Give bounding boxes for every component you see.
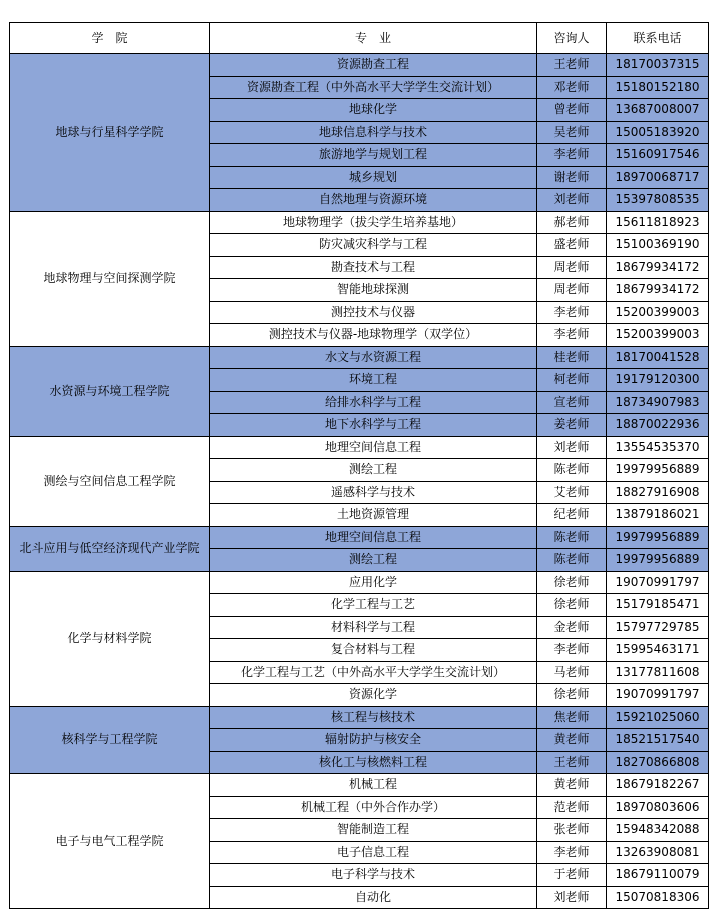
header-phone: 联系电话	[607, 23, 709, 54]
contact-person-cell: 艾老师	[537, 481, 607, 504]
college-cell: 北斗应用与低空经济现代产业学院	[10, 526, 210, 571]
phone-cell: 13879186021	[607, 504, 709, 527]
contact-person-cell: 吴老师	[537, 121, 607, 144]
phone-cell: 18521517540	[607, 729, 709, 752]
contact-person-cell: 盛老师	[537, 234, 607, 257]
phone-cell: 18679934172	[607, 256, 709, 279]
table-row	[10, 706, 709, 729]
contact-person-cell: 王老师	[537, 54, 607, 77]
contact-person-cell: 周老师	[537, 279, 607, 302]
phone-cell: 18734907983	[607, 391, 709, 414]
contact-person-cell: 徐老师	[537, 594, 607, 617]
contact-person-cell: 徐老师	[537, 571, 607, 594]
contact-person-cell: 周老师	[537, 256, 607, 279]
phone-cell: 18970068717	[607, 166, 709, 189]
phone-cell: 15921025060	[607, 706, 709, 729]
contact-person-cell: 姜老师	[537, 414, 607, 437]
major-cell: 化学工程与工艺	[210, 594, 537, 617]
college-cell: 地球物理与空间探测学院	[10, 211, 210, 346]
contact-person-cell: 陈老师	[537, 549, 607, 572]
college-cell: 地球与行星科学学院	[10, 54, 210, 212]
contact-person-cell: 刘老师	[537, 886, 607, 909]
contact-person-cell: 李老师	[537, 144, 607, 167]
phone-cell: 15200399003	[607, 324, 709, 347]
major-cell: 辐射防护与核安全	[210, 729, 537, 752]
contact-person-cell: 马老师	[537, 661, 607, 684]
college-cell: 核科学与工程学院	[10, 706, 210, 774]
contact-person-cell: 邓老师	[537, 76, 607, 99]
phone-cell: 19070991797	[607, 571, 709, 594]
header-major: 专 业	[210, 23, 537, 54]
phone-cell: 13263908081	[607, 841, 709, 864]
college-cell: 电子与电气工程学院	[10, 774, 210, 909]
major-cell: 遥感科学与技术	[210, 481, 537, 504]
contact-person-cell: 王老师	[537, 751, 607, 774]
college-cell: 化学与材料学院	[10, 571, 210, 706]
major-cell: 智能制造工程	[210, 819, 537, 842]
contact-person-cell: 陈老师	[537, 459, 607, 482]
contact-person-cell: 金老师	[537, 616, 607, 639]
phone-cell: 15005183920	[607, 121, 709, 144]
major-cell: 复合材料与工程	[210, 639, 537, 662]
contact-person-cell: 桂老师	[537, 346, 607, 369]
major-cell: 机械工程（中外合作办学）	[210, 796, 537, 819]
phone-cell: 19979956889	[607, 526, 709, 549]
major-cell: 地理空间信息工程	[210, 526, 537, 549]
contact-person-cell: 陈老师	[537, 526, 607, 549]
major-cell: 自然地理与资源环境	[210, 189, 537, 212]
contact-person-cell: 徐老师	[537, 684, 607, 707]
phone-cell: 15180152180	[607, 76, 709, 99]
phone-cell: 19979956889	[607, 549, 709, 572]
phone-cell: 18170037315	[607, 54, 709, 77]
table-row	[10, 346, 709, 369]
phone-cell: 15160917546	[607, 144, 709, 167]
table-header	[10, 23, 709, 54]
contact-person-cell: 宣老师	[537, 391, 607, 414]
major-cell: 核工程与核技术	[210, 706, 537, 729]
major-cell: 旅游地学与规划工程	[210, 144, 537, 167]
contact-person-cell: 黄老师	[537, 774, 607, 797]
contact-person-cell: 李老师	[537, 639, 607, 662]
phone-cell: 19179120300	[607, 369, 709, 392]
table-body	[10, 54, 709, 909]
phone-cell: 15797729785	[607, 616, 709, 639]
major-cell: 资源化学	[210, 684, 537, 707]
major-cell: 防灾减灾科学与工程	[210, 234, 537, 257]
phone-cell: 18270866808	[607, 751, 709, 774]
contact-person-cell: 焦老师	[537, 706, 607, 729]
phone-cell: 18170041528	[607, 346, 709, 369]
major-cell: 应用化学	[210, 571, 537, 594]
contact-person-cell: 刘老师	[537, 189, 607, 212]
contact-person-cell: 黄老师	[537, 729, 607, 752]
table-row	[10, 774, 709, 797]
contact-person-cell: 郝老师	[537, 211, 607, 234]
phone-cell: 15179185471	[607, 594, 709, 617]
phone-cell: 13177811608	[607, 661, 709, 684]
major-cell: 资源勘查工程	[210, 54, 537, 77]
major-cell: 自动化	[210, 886, 537, 909]
phone-cell: 15070818306	[607, 886, 709, 909]
college-cell: 测绘与空间信息工程学院	[10, 436, 210, 526]
major-cell: 智能地球探测	[210, 279, 537, 302]
contact-person-cell: 曾老师	[537, 99, 607, 122]
major-cell: 勘查技术与工程	[210, 256, 537, 279]
contact-person-cell: 于老师	[537, 864, 607, 887]
major-cell: 地理空间信息工程	[210, 436, 537, 459]
phone-cell: 18870022936	[607, 414, 709, 437]
phone-cell: 18970803606	[607, 796, 709, 819]
phone-cell: 13687008007	[607, 99, 709, 122]
major-cell: 水文与水资源工程	[210, 346, 537, 369]
table-row	[10, 211, 709, 234]
phone-cell: 13554535370	[607, 436, 709, 459]
major-cell: 环境工程	[210, 369, 537, 392]
major-cell: 土地资源管理	[210, 504, 537, 527]
major-cell: 城乡规划	[210, 166, 537, 189]
phone-cell: 19979956889	[607, 459, 709, 482]
contact-person-cell: 纪老师	[537, 504, 607, 527]
major-cell: 电子科学与技术	[210, 864, 537, 887]
major-cell: 化学工程与工艺（中外高水平大学学生交流计划）	[210, 661, 537, 684]
phone-cell: 18679934172	[607, 279, 709, 302]
major-cell: 测控技术与仪器	[210, 301, 537, 324]
phone-cell: 15100369190	[607, 234, 709, 257]
major-cell: 资源勘查工程（中外高水平大学学生交流计划）	[210, 76, 537, 99]
phone-cell: 15397808535	[607, 189, 709, 212]
major-cell: 地球化学	[210, 99, 537, 122]
contact-person-cell: 李老师	[537, 324, 607, 347]
major-cell: 测绘工程	[210, 459, 537, 482]
contact-person-cell: 张老师	[537, 819, 607, 842]
contact-table	[9, 22, 709, 909]
major-cell: 地球物理学（拔尖学生培养基地）	[210, 211, 537, 234]
phone-cell: 15995463171	[607, 639, 709, 662]
major-cell: 材料科学与工程	[210, 616, 537, 639]
contact-person-cell: 谢老师	[537, 166, 607, 189]
table-row	[10, 54, 709, 77]
contact-person-cell: 李老师	[537, 841, 607, 864]
major-cell: 地下水科学与工程	[210, 414, 537, 437]
contact-table-wrapper	[9, 22, 709, 909]
contact-person-cell: 柯老师	[537, 369, 607, 392]
header-college: 学 院	[10, 23, 210, 54]
header-contact: 咨询人	[537, 23, 607, 54]
phone-cell: 18827916908	[607, 481, 709, 504]
major-cell: 地球信息科学与技术	[210, 121, 537, 144]
phone-cell: 15611818923	[607, 211, 709, 234]
phone-cell: 15948342088	[607, 819, 709, 842]
major-cell: 测控技术与仪器-地球物理学（双学位）	[210, 324, 537, 347]
phone-cell: 19070991797	[607, 684, 709, 707]
major-cell: 测绘工程	[210, 549, 537, 572]
phone-cell: 18679110079	[607, 864, 709, 887]
contact-person-cell: 李老师	[537, 301, 607, 324]
phone-cell: 15200399003	[607, 301, 709, 324]
contact-person-cell: 范老师	[537, 796, 607, 819]
major-cell: 给排水科学与工程	[210, 391, 537, 414]
table-row	[10, 571, 709, 594]
table-row	[10, 526, 709, 549]
college-cell: 水资源与环境工程学院	[10, 346, 210, 436]
table-row	[10, 436, 709, 459]
phone-cell: 18679182267	[607, 774, 709, 797]
major-cell: 电子信息工程	[210, 841, 537, 864]
contact-person-cell: 刘老师	[537, 436, 607, 459]
major-cell: 核化工与核燃料工程	[210, 751, 537, 774]
major-cell: 机械工程	[210, 774, 537, 797]
